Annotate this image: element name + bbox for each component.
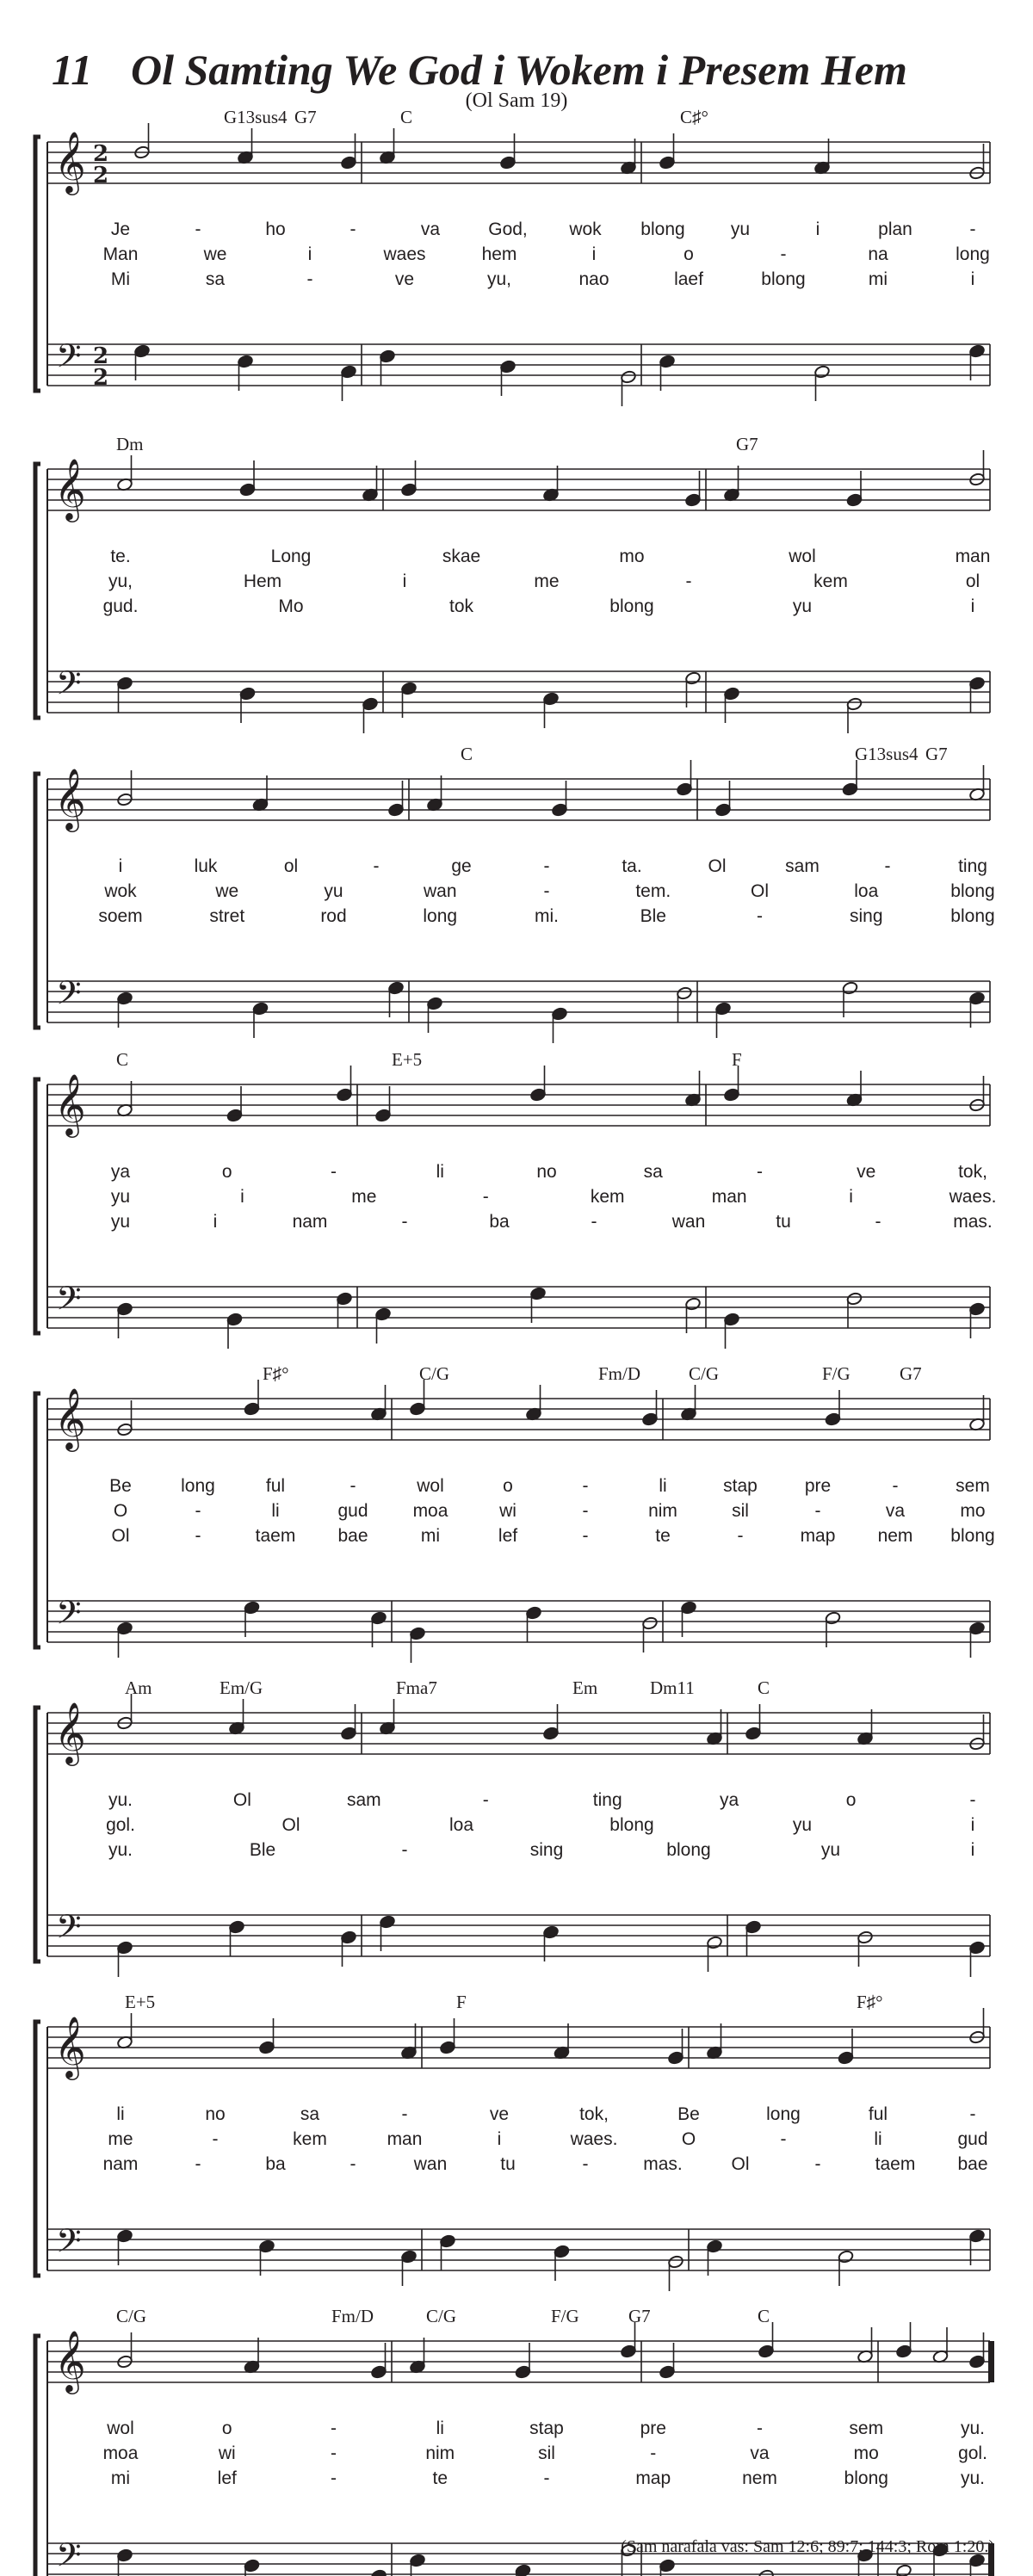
bass-staff	[47, 344, 990, 386]
hymn-title: Ol Samting We God i Wokem i Presem Hem	[131, 46, 907, 94]
treble-staff	[47, 1399, 990, 1440]
lyric-syllable: i	[497, 2129, 502, 2149]
lyric-hyphen: -	[780, 2129, 787, 2149]
lyric-hyphen: -	[331, 2468, 337, 2488]
lyric-hyphen: -	[212, 2129, 219, 2149]
lyric-hyphen: -	[814, 2154, 821, 2174]
lyric-syllable: stap	[529, 2418, 564, 2438]
bass-staff	[47, 1915, 990, 1956]
lyric-hyphen: -	[349, 2154, 356, 2174]
chord-symbol: C/G	[689, 1363, 720, 1384]
lyric-syllable: tu	[500, 2154, 516, 2174]
chord-symbol: F♯°	[857, 1992, 883, 2012]
lyric-syllable: Hem	[243, 571, 282, 591]
lyric-syllable: ol	[965, 571, 980, 591]
lyric-syllable: na	[868, 244, 888, 264]
lyric-syllable: tok,	[579, 2104, 609, 2124]
lyric-syllable: nam	[102, 2154, 139, 2174]
lyric-hyphen: -	[482, 1790, 489, 1810]
bass-clef-icon: 𝄢	[56, 1593, 82, 1640]
chord-symbol: G13sus4	[224, 107, 288, 127]
lyric-syllable: o	[503, 1476, 513, 1496]
lyric-syllable: kem	[293, 2129, 327, 2149]
lyric-syllable: yu,	[108, 571, 133, 591]
treble-clef-icon: 𝄞	[54, 130, 86, 193]
lyric-syllable: Long	[270, 547, 312, 566]
lyric-syllable: wol	[107, 2418, 134, 2438]
lyric-syllable: stap	[723, 1476, 758, 1496]
lyric-syllable: blong	[950, 906, 995, 926]
chord-symbol: F♯°	[263, 1363, 289, 1384]
lyric-hyphen: -	[685, 571, 692, 591]
treble-staff	[47, 142, 990, 183]
bass-clef-icon: 𝄢	[56, 1907, 82, 1954]
lyric-syllable: pre	[804, 1476, 832, 1496]
bass-clef-icon: 𝄢	[56, 2221, 82, 2268]
lyric-syllable: Be	[677, 2104, 700, 2124]
lyric-syllable: i	[307, 244, 312, 264]
lyric-syllable: nam	[292, 1212, 328, 1232]
chord-symbol: C	[758, 1677, 770, 1698]
lyric-syllable: long	[766, 2104, 801, 2124]
chord-symbol: Dm	[116, 434, 144, 454]
lyric-syllable: we	[203, 244, 227, 264]
lyric-syllable: map	[800, 1526, 836, 1546]
chord-symbol: Fma7	[396, 1677, 437, 1698]
lyric-syllable: hem	[481, 244, 517, 264]
lyric-hyphen: -	[331, 1162, 337, 1182]
lyric-syllable: o	[845, 1790, 857, 1810]
lyric-hyphen: -	[331, 2418, 337, 2438]
system-bracket	[35, 137, 40, 391]
lyric-syllable: lef	[498, 1526, 518, 1546]
lyric-syllable: li	[874, 2129, 882, 2149]
lyric-hyphen: -	[650, 2443, 657, 2463]
lyric-syllable: ful	[868, 2104, 888, 2124]
lyric-syllable: Ol	[281, 1815, 300, 1835]
lyric-hyphen: -	[875, 1212, 881, 1232]
chord-symbol: E+5	[125, 1992, 156, 2012]
lyric-syllable: waes.	[949, 1187, 997, 1207]
time-sig-top: 2	[93, 141, 109, 167]
chord-symbol: F	[732, 1049, 742, 1070]
lyric-syllable: wok	[104, 881, 137, 901]
lyric-syllable: te.	[110, 547, 131, 566]
system-bracket	[35, 1708, 40, 1961]
lyric-syllable: tok	[448, 596, 474, 616]
lyric-syllable: o	[221, 1162, 232, 1182]
lyric-syllable: mi	[110, 2468, 131, 2488]
lyric-syllable: wi	[218, 2443, 236, 2463]
lyric-syllable: wol	[789, 547, 816, 566]
lyric-syllable: wok	[569, 219, 602, 239]
lyric-syllable: blong	[609, 1815, 654, 1835]
lyric-hyphen: -	[892, 1476, 899, 1496]
treble-clef-icon: 𝄞	[54, 457, 86, 520]
lyric-syllable: ve	[489, 2104, 510, 2124]
lyric-syllable: ol	[283, 856, 299, 876]
lyric-hyphen: -	[582, 2154, 589, 2174]
treble-staff	[47, 1084, 990, 1126]
lyric-syllable: nim	[425, 2443, 455, 2463]
chord-symbol: G7	[294, 107, 317, 127]
lyric-syllable: Ol	[731, 2154, 750, 2174]
lyric-syllable: yu.	[960, 2468, 986, 2488]
lyric-syllable: ge	[451, 856, 472, 876]
time-sig-bottom: 2	[93, 365, 109, 391]
lyric-syllable: sil	[732, 1501, 749, 1521]
lyric-syllable: long	[423, 906, 458, 926]
lyric-syllable: Mi	[110, 269, 131, 289]
scripture-footnote: (Sam narafala vas: Sam 12:6; 89:7; 144:3; Rom 1:20.)	[621, 2537, 994, 2556]
lyric-syllable: yu.	[108, 1840, 133, 1860]
lyric-syllable: mi.	[535, 906, 559, 926]
lyric-syllable: tok,	[958, 1162, 987, 1182]
lyric-syllable: ho	[265, 219, 286, 239]
lyric-hyphen: -	[757, 906, 763, 926]
chord-symbol: C♯°	[680, 107, 708, 127]
lyric-syllable: yu.	[960, 2418, 986, 2438]
lyric-syllable: yu	[820, 1840, 841, 1860]
lyric-hyphen: -	[482, 1187, 489, 1207]
lyric-syllable: yu	[110, 1187, 131, 1207]
lyric-syllable: sa	[643, 1162, 663, 1182]
chord-symbol: F	[456, 1992, 467, 2012]
chord-symbol: C/G	[426, 2306, 457, 2326]
lyric-syllable: loa	[854, 881, 879, 901]
lyric-syllable: gud.	[102, 596, 139, 616]
lyric-syllable: we	[215, 881, 239, 901]
system-bracket	[35, 1393, 40, 1647]
chord-symbol: F/G	[822, 1363, 851, 1384]
lyric-syllable: li	[116, 2104, 125, 2124]
lyric-syllable: va	[420, 219, 441, 239]
chord-symbol: Fm/D	[598, 1363, 641, 1384]
lyric-syllable: li	[436, 2418, 444, 2438]
lyric-syllable: man	[387, 2129, 423, 2149]
lyric-syllable: gol.	[106, 1815, 135, 1835]
lyric-syllable: man	[955, 547, 991, 566]
lyric-syllable: i	[970, 269, 975, 289]
lyric-syllable: moa	[102, 2443, 139, 2463]
lyric-syllable: yu	[324, 881, 343, 901]
lyric-syllable: map	[635, 2468, 671, 2488]
lyric-syllable: ting	[958, 856, 987, 876]
lyric-syllable: sil	[538, 2443, 555, 2463]
chord-symbol: G13sus4	[855, 744, 919, 764]
lyric-syllable: blong	[640, 219, 685, 239]
lyric-hyphen: -	[373, 856, 380, 876]
chord-symbol: C	[461, 744, 473, 764]
lyric-syllable: sing	[849, 906, 883, 926]
lyric-syllable: yu,	[486, 269, 512, 289]
lyric-hyphen: -	[401, 1212, 408, 1232]
lyric-syllable: long	[956, 244, 990, 264]
chord-symbol: C	[758, 2306, 770, 2326]
lyric-hyphen: -	[582, 1526, 589, 1546]
lyric-syllable: gud	[957, 2129, 988, 2149]
chord-symbol: G7	[925, 744, 948, 764]
treble-clef-icon: 𝄞	[54, 1387, 86, 1449]
chord-symbol: C/G	[116, 2306, 147, 2326]
lyric-syllable: li	[436, 1162, 444, 1182]
system-8	[35, 2306, 994, 2576]
lyric-hyphen: -	[969, 2104, 976, 2124]
chord-symbol: G7	[736, 434, 758, 454]
treble-clef-icon: 𝄞	[54, 1701, 86, 1764]
lyric-hyphen: -	[195, 1501, 201, 1521]
lyric-syllable: ba	[489, 1212, 510, 1232]
lyric-syllable: taem	[875, 2154, 916, 2174]
chord-symbol: C	[116, 1049, 129, 1070]
lyric-syllable: te	[432, 2468, 448, 2488]
lyric-hyphen: -	[543, 856, 550, 876]
lyric-hyphen: -	[543, 881, 550, 901]
lyric-hyphen: -	[349, 1476, 356, 1496]
lyric-syllable: i	[591, 244, 597, 264]
bass-clef-icon: 𝄢	[56, 973, 82, 1020]
lyric-syllable: long	[181, 1476, 215, 1496]
lyric-syllable: God,	[488, 219, 528, 239]
lyric-syllable: sing	[529, 1840, 564, 1860]
lyric-syllable: ta.	[622, 856, 642, 876]
lyric-syllable: bae	[957, 2154, 988, 2174]
lyric-syllable: kem	[590, 1187, 625, 1207]
lyric-syllable: waes	[383, 244, 426, 264]
lyric-syllable: Ol	[751, 881, 769, 901]
chord-symbol: G7	[628, 2306, 651, 2326]
lyric-hyphen: -	[969, 219, 976, 239]
lyric-syllable: loa	[448, 1815, 474, 1835]
lyric-syllable: Je	[110, 219, 131, 239]
lyric-syllable: me	[351, 1187, 377, 1207]
chord-symbol: E+5	[392, 1049, 423, 1070]
lyric-hyphen: -	[401, 2104, 408, 2124]
lyric-syllable: kem	[813, 571, 848, 591]
lyric-hyphen: -	[195, 219, 201, 239]
lyric-syllable: sem	[849, 2418, 884, 2438]
system-bracket	[35, 1079, 40, 1333]
lyric-syllable: Ble	[640, 906, 666, 926]
lyric-syllable: no	[536, 1162, 557, 1182]
bass-clef-icon: 𝄢	[56, 664, 82, 710]
lyric-syllable: mo	[960, 1501, 986, 1521]
chord-symbol: C/G	[419, 1363, 450, 1384]
lyric-hyphen: -	[331, 2443, 337, 2463]
system-bracket	[35, 464, 40, 718]
bass-clef-icon: 𝄢	[56, 1279, 82, 1325]
lyric-syllable: nem	[877, 1526, 913, 1546]
lyric-hyphen: -	[582, 1476, 589, 1496]
lyric-syllable: nao	[578, 269, 609, 289]
bass-clef-icon: 𝄢	[56, 2536, 82, 2576]
lyric-syllable: soem	[98, 906, 143, 926]
lyric-syllable: va	[885, 1501, 906, 1521]
lyric-syllable: nim	[648, 1501, 677, 1521]
lyric-syllable: ful	[265, 1476, 286, 1496]
lyric-syllable: va	[750, 2443, 770, 2463]
lyric-syllable: i	[970, 596, 975, 616]
chord-symbol: F/G	[551, 2306, 579, 2326]
treble-clef-icon: 𝄞	[54, 767, 86, 830]
lyric-syllable: Ol	[111, 1526, 130, 1546]
lyric-syllable: gud	[337, 1501, 368, 1521]
lyric-hyphen: -	[195, 2154, 201, 2174]
lyric-syllable: lef	[217, 2468, 237, 2488]
lyric-syllable: yu.	[108, 1790, 133, 1810]
lyric-syllable: mo	[853, 2443, 879, 2463]
lyric-hyphen: -	[884, 856, 891, 876]
lyric-syllable: moa	[412, 1501, 448, 1521]
lyric-syllable: wan	[671, 1212, 706, 1232]
lyric-syllable: pre	[640, 2418, 666, 2438]
lyric-syllable: waes.	[570, 2129, 618, 2149]
lyric-syllable: yu	[792, 1815, 813, 1835]
chord-symbol: C	[400, 107, 413, 127]
lyric-syllable: o	[221, 2418, 232, 2438]
lyric-hyphen: -	[543, 2468, 550, 2488]
lyric-syllable: Mo	[278, 596, 304, 616]
time-sig-top: 2	[93, 343, 109, 369]
lyric-syllable: yu	[110, 1212, 131, 1232]
lyric-syllable: li	[271, 1501, 280, 1521]
lyric-syllable: Ol	[708, 856, 727, 876]
lyric-syllable: sa	[300, 2104, 320, 2124]
lyric-syllable: taem	[255, 1526, 296, 1546]
lyric-syllable: mas.	[953, 1212, 993, 1232]
chord-symbol: Dm11	[650, 1677, 695, 1698]
lyric-hyphen: -	[814, 1501, 821, 1521]
lyric-syllable: rod	[320, 906, 347, 926]
chord-symbol: Am	[125, 1677, 152, 1698]
chord-symbol: Em	[572, 1677, 598, 1698]
lyric-syllable: O	[681, 2129, 696, 2149]
lyric-syllable: i	[849, 1187, 853, 1207]
lyric-syllable: i	[402, 571, 407, 591]
lyric-syllable: blong	[844, 2468, 888, 2488]
system-bracket	[35, 2336, 40, 2576]
lyric-syllable: i	[970, 1840, 975, 1860]
lyric-syllable: ting	[592, 1790, 622, 1810]
lyric-syllable: wan	[413, 2154, 448, 2174]
lyric-syllable: sam	[347, 1790, 381, 1810]
lyric-syllable: ba	[265, 2154, 286, 2174]
lyric-syllable: te	[655, 1526, 671, 1546]
lyric-syllable: mi	[420, 1526, 441, 1546]
lyric-syllable: Man	[102, 244, 139, 264]
hymn-number: 11	[52, 46, 93, 94]
lyric-syllable: man	[711, 1187, 747, 1207]
lyric-syllable: mi	[868, 269, 888, 289]
lyric-syllable: blong	[666, 1840, 711, 1860]
treble-clef-icon: 𝄞	[54, 2015, 86, 2078]
lyric-syllable: stret	[209, 906, 245, 926]
treble-clef-icon: 𝄞	[54, 1072, 86, 1135]
chord-symbol: Em/G	[220, 1677, 263, 1698]
lyric-syllable: li	[659, 1476, 667, 1496]
lyric-syllable: ve	[857, 1162, 876, 1182]
lyric-hyphen: -	[757, 1162, 763, 1182]
lyric-syllable: O	[113, 1501, 128, 1521]
hymn-subtitle: (Ol Sam 19)	[465, 90, 568, 112]
lyric-syllable: no	[205, 2104, 226, 2124]
lyric-hyphen: -	[306, 269, 313, 289]
lyric-syllable: sam	[785, 856, 820, 876]
lyric-syllable: laef	[674, 269, 703, 289]
lyric-syllable: wi	[499, 1501, 516, 1521]
lyric-syllable: tu	[776, 1212, 791, 1232]
bass-staff	[47, 1601, 990, 1642]
lyric-syllable: ve	[394, 269, 415, 289]
lyric-hyphen: -	[195, 1526, 201, 1546]
lyric-syllable: wol	[417, 1476, 444, 1496]
lyric-hyphen: -	[737, 1526, 744, 1546]
lyric-syllable: bae	[337, 1526, 368, 1546]
lyric-hyphen: -	[401, 1840, 408, 1860]
lyric-syllable: o	[684, 244, 694, 264]
lyric-syllable: Ol	[232, 1790, 251, 1810]
lyric-syllable: gol.	[958, 2443, 987, 2463]
lyric-syllable: sa	[205, 269, 226, 289]
lyric-syllable: blong	[950, 881, 995, 901]
lyric-hyphen: -	[757, 2418, 763, 2438]
lyric-syllable: i	[213, 1212, 218, 1232]
time-sig-bottom: 2	[93, 163, 109, 188]
lyric-syllable: i	[815, 219, 820, 239]
lyric-syllable: me	[108, 2129, 133, 2149]
chord-symbol: G7	[900, 1363, 922, 1384]
lyric-syllable: blong	[609, 596, 654, 616]
system-bracket	[35, 2022, 40, 2276]
lyric-syllable: sem	[956, 1476, 990, 1496]
lyric-syllable: i	[240, 1187, 244, 1207]
lyric-syllable: ya	[110, 1162, 131, 1182]
bass-staff	[47, 2229, 990, 2270]
system-bracket	[35, 774, 40, 1028]
lyric-syllable: i	[970, 1815, 975, 1835]
lyric-hyphen: -	[780, 244, 787, 264]
lyric-syllable: me	[534, 571, 560, 591]
lyric-syllable: wan	[423, 881, 457, 901]
lyric-syllable: nem	[742, 2468, 777, 2488]
lyric-syllable: tem.	[635, 881, 671, 901]
lyric-syllable: Be	[109, 1476, 132, 1496]
lyric-syllable: yu	[730, 219, 751, 239]
lyric-syllable: plan	[878, 219, 912, 239]
lyric-syllable: mo	[619, 547, 645, 566]
lyric-syllable: mas.	[643, 2154, 683, 2174]
treble-clef-icon: 𝄞	[54, 2329, 86, 2392]
lyric-syllable: Ble	[249, 1840, 276, 1860]
lyric-syllable: skae	[442, 547, 481, 566]
bass-clef-icon: 𝄢	[56, 337, 82, 383]
lyric-syllable: blong	[761, 269, 806, 289]
chord-symbol: Fm/D	[331, 2306, 374, 2326]
lyric-hyphen: -	[969, 1790, 976, 1810]
lyric-hyphen: -	[591, 1212, 597, 1232]
lyric-syllable: ya	[720, 1790, 739, 1810]
lyric-syllable: i	[118, 856, 123, 876]
lyric-syllable: blong	[950, 1526, 995, 1546]
treble-staff	[47, 1713, 990, 1754]
lyric-syllable: yu	[792, 596, 813, 616]
lyric-hyphen: -	[349, 219, 356, 239]
lyric-hyphen: -	[582, 1501, 589, 1521]
lyric-syllable: luk	[194, 856, 218, 876]
